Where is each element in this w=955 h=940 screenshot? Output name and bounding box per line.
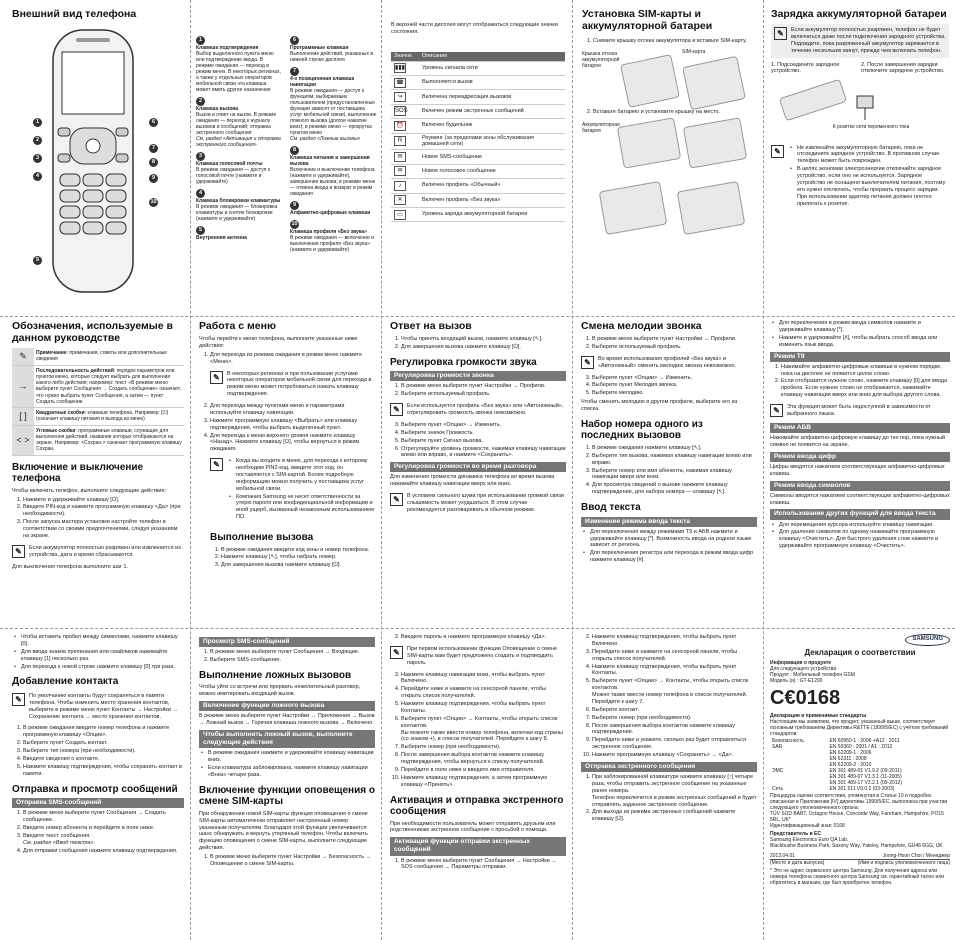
table-row: ✉ Новое SMS-сообщение <box>391 150 565 164</box>
note-icon: ✎ <box>774 27 787 40</box>
list-item: • Для удаления символов по одному нажимайте программную клавишу <Очистить>. Для быстрого удаления слов нажмите и удерживайте программную клавишу <Очистить>. <box>779 529 950 550</box>
sim-figure-2 <box>582 118 757 248</box>
note-icon: ✎ <box>390 493 403 506</box>
other-functions-bar: Использование других функций для ввода текста <box>770 509 950 519</box>
table-row: ▭ Уровень заряда аккумуляторной батареи <box>391 207 565 221</box>
emergency-step: 1. В режиме меню выберите пункт Сообщения → Настройки → SOS сообщения → Параметры отправки. <box>401 858 566 872</box>
callout-2: 2 <box>33 136 42 145</box>
ringtone-step: 5. Выберите мелодию. <box>592 390 757 397</box>
charge-step-1: 1. Подсоедините зарядное устройство. <box>771 61 840 75</box>
sim-install-panel <box>582 8 757 313</box>
declaration-panel <box>770 634 950 936</box>
table-row: ⏰ Включен будильник <box>391 119 565 133</box>
sim-alert-step: 2. Введите пароль и нажмите программную клавишу <Да>. <box>401 634 566 641</box>
indicators-table <box>391 52 565 223</box>
indicators-intro: В верхней части дисплея могут отображаться следующие значки состояния. <box>391 22 558 35</box>
procedure-text: Процедура оценки соответствия, упомянутая в Статье 10 и подробно описанная в Приложении [IV] директивы 1999/5/EC, выполнена при участии следующего уполномоченного органа: <box>770 792 948 811</box>
list-item: • Чтобы вставить пробел между символами, нажмите клавишу [0]. <box>21 634 184 648</box>
abv-bar: Режим АБВ <box>770 423 950 433</box>
table-row: EN 301 489-07 V1.3.1 (11-2005) <box>829 773 902 780</box>
ringtone-after: Чтобы сменить мелодию в другом профиле, выберите его из списка. <box>581 399 738 413</box>
table-row: [ ] Квадратные скобки: клавиши телефона. Например: [⏻] (означает клавишу питания и выхода из меню) <box>12 408 184 426</box>
signal-icon: ▮▮▮ <box>395 65 405 72</box>
list-item: • Для ввода знаков препинания или смайликов нажимайте клавишу [1] несколько раз. <box>21 649 184 663</box>
declaration-footnote: * Это не адрес сервисного центра Samsung. Для получения адреса или номера телефона сервисного центра Samsung см. гарантийный талон или обратитесь в магазин, где был приобретен телефон. <box>770 867 944 886</box>
sim-alert-panel <box>390 634 566 936</box>
ringtone-panel <box>581 320 757 625</box>
charger-phone-image <box>779 78 847 121</box>
table-row: ↪ Включена переадресация вызовов <box>391 90 565 104</box>
table-row: EN 62209-2 : 2010 <box>829 761 872 768</box>
sim-alert-step: 10. Нажмите клавишу подтверждения, а затем программную клавишу <Принять>. <box>401 775 566 789</box>
list-item: • Компания Samsung не несет ответственности за утерю пароля или конфиденциальной информации и иной ущерб, вызванный незаконным использованием ПО. <box>236 494 375 522</box>
phone-illustration <box>48 28 138 296</box>
volume-note: ✎ Если используется профиль «Без звука» или «Автономный», отрегулировать громкость звонка невозможно. <box>390 401 566 419</box>
sim-title: Установка SIM-карты и аккумуляторной батареи <box>582 8 713 33</box>
call-step: 3. Для завершения вызова нажмите клавишу [⏻]. <box>221 562 375 569</box>
eu-rep-address: Blackbushe Business Park, Saxony Way, Yateley, Hampshire, GU46 6GG, UK <box>770 842 943 849</box>
note-icon: ✎ <box>12 348 34 365</box>
table-row: ▮▮▮ Уровень сигнала сети <box>391 61 565 75</box>
legend-table <box>12 348 184 456</box>
symbol-bar: Режим ввода символов <box>770 481 950 491</box>
indicators-panel <box>391 22 565 312</box>
contact-step: 1. В режиме ожидания введите номер телефона и нажмите программную клавишу <Опции>. <box>23 725 184 739</box>
sim-figure-1 <box>582 47 757 109</box>
list-item: • Для перехода к новой строке нажмите клавишу [0] три раза. <box>21 664 184 671</box>
volume-step: 3. Выберите пункт <Опции> → Изменить. <box>401 422 566 429</box>
notified-id: Идентификационный знак: 0168 <box>770 822 845 829</box>
volume-step: 1. В режиме меню выберите пункт Настройки → Профили. <box>401 383 566 390</box>
sim-label-card: SIM-карта <box>682 49 706 55</box>
menu-step: 1. Для перехода из режима ожидания в режим меню нажмите <Меню>. ✎ В некоторых регионах и при пользовании услугами некоторых операторов мобильной связи для перехода в режим меню может потребоваться нажать клавишу подтверждения. <box>210 352 375 400</box>
t9-note: ✎ Эта функция может быть недоступной в зависимости от выбранного языка. <box>770 402 950 420</box>
t9-bar: Режим T9 <box>770 352 950 362</box>
table-row: → Последовательность действий: порядок параметров или пунктов меню, которые следует выбрать для выполнения какого-либо действия; например: текст «В режиме меню выберите пункт Сообщения → Создать сообщение» означает, что нужно выбрать пункт Сообщения, а затем — пункт Создать сообщение <box>12 365 184 408</box>
standards-table <box>770 738 950 792</box>
list-item: • Если клавиатура заблокирована, нажмите клавишу навигации «Вниз» четыре раза. <box>208 765 375 779</box>
emergency-panel <box>581 634 757 936</box>
fold-line-vertical-3 <box>572 0 573 940</box>
sos-step: 4. Нажмите клавишу подтверждения, чтобы выбрать пункт Контакты. <box>592 664 757 678</box>
power-title: Включение и выключение телефона <box>12 461 144 485</box>
menu-title: Работа с меню <box>199 320 276 332</box>
phone-icon <box>48 28 138 296</box>
power-step: 3. После запуска мастера установки настройте телефон в соответствии со своими предпочтениями, следуя указаниям на экране. <box>23 519 184 540</box>
text-mode-bar: Изменение режима ввода текста <box>581 517 757 527</box>
sim-alert-step: 1. В режиме меню выберите пункт Настройки → Безопасность → Оповещение о смене SIM-карты. <box>210 854 375 868</box>
note-icon: ✎ <box>210 458 223 471</box>
standards-title: Декларация и применимые стандарты <box>770 712 867 719</box>
sos-step: 8. После завершения выбора контактов нажмите клавишу подтверждения. <box>592 723 757 737</box>
key-desc-10: 10 Клавиша профиля «Без звука» В режиме ожидания — включение и выключение профиля «Без звука» (нажмите и удерживайте) <box>290 221 374 253</box>
contact-step: 2. Выберите пункт Создать контакт. <box>23 740 184 747</box>
notified-body: TÜV SÜD BABT, Octagon House, Concorde Way, Fareham, Hampshire, PO15 5RL, UK* <box>770 810 944 823</box>
fake-call-enable-bar: Включение функции ложного вызова <box>199 701 375 711</box>
sim-alert-step: 8. После завершения выбора контактов нажмите клавишу подтверждения, чтобы вернуться к списку получателей. <box>401 752 566 766</box>
cover-align-image <box>599 181 668 235</box>
sos-step: 5. Выберите пункт <Опции> → Контакты, чтобы открыть список контактов. Можно также ввести номер телефона в список получателей. Перейдите к шагу 7. <box>592 678 757 706</box>
note-icon: ✎ <box>390 403 403 416</box>
answer-title: Ответ на вызов <box>390 320 472 332</box>
eu-rep-company: Samsung Electronics Euro QA Lab. <box>770 836 849 843</box>
alarm-icon: ⏰ <box>394 121 406 131</box>
volume-call-bar: Регулировка громкости во время разговора <box>390 462 566 472</box>
note-icon: ✎ <box>581 356 594 369</box>
silent-profile-icon: ✕ <box>394 195 406 205</box>
sim-alert-step: 7. Выберите номер (при необходимости). <box>401 744 566 751</box>
menu-step: 4. Для перехода к меню верхнего уровня нажмите клавишу <Назад>. Нажмите клавишу [⏻], чтобы вернуться в режим ожидания. <box>210 433 375 454</box>
callout-4: 4 <box>33 172 42 181</box>
answer-panel <box>390 320 566 625</box>
fold-line-vertical-4 <box>763 0 764 940</box>
sim-label-battery: Аккумуляторная батарея <box>582 121 620 134</box>
sim-alert-intro: При обнаружении новой SIM-карты функция оповещения о смене SIM-карты автоматически отправляет настроенный номер указанным получателям. Благодаря этой функции увеличивается шанс обнаружить и вернуть утерянный телефон. Чтобы включить функцию оповещения о смене SIM-карты, выполните следующие действия. <box>199 810 368 852</box>
cover-closed-image <box>677 181 746 235</box>
list-item: • Нажмите и удерживайте [#], чтобы выбрать способ ввода или изменить язык ввода. <box>779 335 950 349</box>
brackets-icon: [ ] <box>12 408 34 426</box>
t9-step: 2. Если отобразится нужное слово, нажмите клавишу [0] для ввода пробела. Если нужное слово не отображается, нажимайте клавишу навигации вверх или вниз для выбора другого слова. <box>781 378 950 399</box>
product-line: Продукт : Мобильный телефон GSM <box>770 671 855 678</box>
roaming-icon: R <box>394 136 406 146</box>
charge-warning <box>771 143 949 213</box>
call-step: 2. Нажмите клавишу [↖], чтобы набрать номер. <box>221 554 375 561</box>
text-input-title: Ввод текста <box>581 502 641 514</box>
table-row: R Роуминг (за пределами зоны обслуживания домашней сети) <box>391 133 565 150</box>
list-item: • В целях экономии электроэнергии отключайте зарядное устройство, если оно не используется. Зарядное устройство не оснащено выключателем питания, поэтому его нужно отключать, чтобы прервать процесс зарядки. При использовании адаптер питания должен плотно прилегать к розетке. <box>797 166 949 207</box>
fold-line-horizontal-1 <box>0 316 955 317</box>
callout-1: 1 <box>33 118 42 127</box>
menu-intro: Чтобы перейти к меню телефона, выполните указанные ниже действия: <box>199 336 358 349</box>
volume-call-text: Для изменения громкости динамика телефона во время вызова нажимайте клавишу навигации вверх или вниз. <box>390 474 555 488</box>
key-desc-3: 3 Клавиша голосовой почты В режиме ожидания — доступ к голосовой почте (нажмите и удерживайте) <box>196 153 270 185</box>
menu-note: ✎ В некоторых регионах и при пользовании услугами некоторых операторов мобильной связи для перехода в режим меню может потребоваться нажать клавишу подтверждения. <box>210 369 375 401</box>
menu-step: 2. Для перехода между пунктами меню и параметрами используйте клавишу навигации. <box>210 403 375 417</box>
callout-8: 8 <box>149 158 158 167</box>
battery-icon: ▭ <box>394 210 406 220</box>
legend-title: Обозначения, используемые в данном руководстве <box>12 320 173 345</box>
list-item: • Для переключения в режим ввода символов нажмите и удерживайте клавишу [*]. <box>779 320 950 334</box>
sim-label-cover: Крышка отсека аккумуляторной батареи <box>582 51 620 69</box>
table-row: SAR EN 50360 : 2001 / A1 : 2012 <box>772 743 893 750</box>
product-line: Модель (и) : GT-E1200 <box>770 677 823 684</box>
table-row: ✎ Примечание: примечания, советы или дополнительные сведения <box>12 348 184 365</box>
add-contact-title: Добавление контакта <box>12 676 119 688</box>
contact-step: 4. Введите сведения о контакте. <box>23 756 184 763</box>
samsung-logo: SAMSUNG <box>770 634 950 646</box>
contacts-panel <box>12 634 184 936</box>
sim-alert-step: 3. Нажмите клавишу навигации вниз, чтобы выбрать пункт Включено. <box>401 672 566 686</box>
list-item: • Не извлекайте аккумуляторную батарею, пока не отсоедините зарядное устройство. В противном случае телефон может быть поврежден. <box>797 145 949 166</box>
volume-ring-bar: Регулировка громкости звонка <box>390 371 566 381</box>
sim-alert-step: 9. Перейдите в поле ниже и введите имя отправителя. <box>401 767 566 774</box>
battery-placed-image <box>683 117 747 168</box>
contacts-note: ✎ По умолчанию контакты будут сохраняться в памяти телефона. Чтобы изменить место хранения контактов, выберите в режиме меню пункт Контакты → Настройки → Сохранение контакта → место хранения контактов. <box>12 691 184 723</box>
charge-steps <box>771 62 949 140</box>
sim-step-2: 2. Вставьте батарею и установите крышку на место. <box>593 109 757 116</box>
phone-appearance-panel <box>12 8 382 313</box>
appearance-title: Внешний вид телефона <box>12 8 137 20</box>
key-desc-9: 9 Алфавитно-цифровые клавиши <box>290 202 371 216</box>
ringtone-note: ✎ Во время использования профилей «Без звука» и «Автономный» сменить мелодию звонка невозможно. <box>581 354 757 372</box>
declaration-title: Декларация о соответствии <box>804 647 916 657</box>
key-desc-2: 2 Клавиша вызова Вызов и ответ на вызов. В режиме ожидания — переход к журналу вызовов и сообщений; отправка экстренного сообщения См. раздел «Активация и отправка экстренного сообщения» <box>196 98 281 148</box>
recent-step: 1. В режиме ожидания нажмите клавишу [↖]. <box>592 445 757 452</box>
ringtone-step: 2. Выберите используемый профиль. <box>592 344 757 351</box>
power-step: 2. Введите PIN-код и нажмите программную клавишу <Да> (при необходимости). <box>23 504 184 518</box>
emergency-intro: При необходимости пользователь может отправить друзьям или родственникам экстренное сообщение с просьбой о помощи. <box>390 820 556 834</box>
table-row: ✕ Включен профиль «Без звука» <box>391 193 565 207</box>
sms-step: 3. Введите текст сообщения. См. раздел «Ввод текста». <box>23 833 184 847</box>
issue-date: 2013.04.01 <box>770 852 796 859</box>
list-item: • Для перемещения курсора используйте клавишу навигации. <box>779 522 950 529</box>
call-title: Выполнение вызова <box>210 532 314 544</box>
sim-step-1: 1. Снимите крышку отсека аккумулятора и вставьте SIM-карту. <box>593 38 757 45</box>
recent-step: 3. Выберите номер или имя абонента, нажимая клавишу навигации вверх или вниз. <box>592 468 757 482</box>
contact-step: 3. Выберите тип номера (при необходимости). <box>23 748 184 755</box>
sim-alert-note: ✎ При первом использовании функции Оповещение о смене SIM-карты вам будет предложено создать и подтвердить пароль. <box>390 644 566 669</box>
note-icon: ✎ <box>12 693 25 706</box>
sms-step: 2. Введите номер абонента и перейдите в поле ниже. <box>23 825 184 832</box>
table-row: ✉ Новое голосовое сообщение <box>391 164 565 178</box>
sms-icon: ✉ <box>394 152 406 162</box>
send-emergency-step: 1. При заблокированной клавиатуре нажмите клавишу [↑] четыре раза, чтобы отправить экстренное сообщение на указанные ранее номера. Телефон переключится в режим экстренных сообщений и будет отправлять заданное экстренное сообщение. <box>592 774 757 808</box>
charge-note: ✎ Если аккумулятор полностью разряжен, телефон не будет включаться даже после подключения зарядного устройства. Подождите, пока разряженный аккумулятор заряжается в течение нескольких минут, прежде чем включать телефон. <box>771 24 949 58</box>
list-item: • В режиме ожидания нажмите и удерживайте клавишу навигации вниз. <box>208 750 375 764</box>
callout-7: 7 <box>149 144 158 153</box>
sos-step: 7. Выберите номер (при необходимости). <box>592 715 757 722</box>
callout-3: 3 <box>33 154 42 163</box>
sos-step: 3. Перейдите ниже и нажмите на сенсорной панели, чтобы открыть список получателей. <box>592 649 757 663</box>
messages-title: Отправка и просмотр сообщений <box>12 783 178 795</box>
recent-step: 4. Для просмотра сведений о вызове нажмите клавишу подтверждения, для набора номера — клавишу [↖]. <box>592 482 757 496</box>
table-row: ☎ Выполняется вызов <box>391 76 565 90</box>
callout-6: 6 <box>149 118 158 127</box>
key-desc-1: 1 Клавиша подтверждения Выбор выделенного пункта меню или подтверждение ввода. В режиме ожидания — переход в режим меню. В некоторых регионах, а также у отдельных операторов мобильной связи эта клавиша может иметь другое назначение <box>196 37 281 93</box>
callout-10: 10 <box>150 199 157 205</box>
arrow-icon: → <box>12 365 34 408</box>
contact-step: 5. Нажмите клавишу подтверждения, чтобы сохранить контакт в памяти. <box>23 764 184 778</box>
charging-panel <box>771 8 949 313</box>
fake-call-do-bar: Чтобы выполнить ложный вызов, выполните следующие действия <box>199 730 375 748</box>
charge-title: Зарядка аккумуляторной батареи <box>771 8 947 20</box>
key-desc-5: 5 Внутренняя антенна <box>196 227 247 241</box>
phone-open-image <box>682 56 746 111</box>
power-intro: Чтобы включить телефон, выполните следующие действия: <box>12 487 166 494</box>
charge-step-2: 2. После завершения зарядки отключите зарядное устройство. <box>861 61 945 75</box>
volume-step: 2. Выберите используемый профиль. <box>401 391 566 398</box>
send-sms-bar: Отправка SMS-сообщений <box>12 798 184 808</box>
emergency-enable-bar: Активация функции отправки экстренных сообщений <box>390 837 566 855</box>
key-desc-6: 6 Программные клавиши Выполнение действий, указанных в нижней строке дисплея <box>290 37 374 63</box>
answer-step: 1. Чтобы принять входящий вызов, нажмите клавишу [↖]. <box>401 336 566 343</box>
menu-step: 3. Нажмите программную клавишу <Выбрать> или клавишу подтверждения, чтобы выбрать выделенный пункт. <box>210 418 375 432</box>
ringtone-step: 3. Выберите пункт <Опции> → Изменить. <box>592 375 757 382</box>
power-step: 1. Нажмите и удерживайте клавишу [⏻]. <box>23 497 184 504</box>
send-emergency-bar: Отправка экстренного сообщения <box>581 762 757 772</box>
phone-back-image <box>620 54 680 108</box>
sos-step: 10. Нажмите программную клавишу <Сохранить> → <Да>. <box>592 752 757 759</box>
forward-icon: ↪ <box>394 92 406 102</box>
sos-step: 2. Нажмите клавишу подтверждения, чтобы выбрать пункт Включено. <box>592 634 757 648</box>
fake-call-enable-text: В режиме меню выберите пункт Настройки → Приложения → Вызов → Ложный вызов → Горячая клавиша ложного вызова → Включено. <box>199 713 375 727</box>
fake-call-panel <box>199 634 375 936</box>
table-row: ♪ Включен профиль «Обычный» <box>391 179 565 193</box>
signer-name: Joong-Hoon Choi / Менеджер <box>882 852 950 859</box>
warning-icon: ✎ <box>771 145 784 158</box>
recent-title: Набор номера одного из последних вызовов <box>581 418 703 442</box>
table-row: ЭМС EN 301 489-01 V1.9.2 (09-2011) <box>772 767 902 774</box>
key-desc-4: 4 Клавиша блокировки клавиатуры В режиме ожидания — блокировка клавиатуры и снятие блокировки (нажмите и удерживайте) <box>196 190 281 222</box>
ce-mark: C€0168 <box>770 686 841 709</box>
symbol-text: Символы вводятся нажатием соответствующих алфавитно-цифровых клавиш. <box>770 492 950 506</box>
note-icon: ✎ <box>770 404 783 417</box>
signature-line <box>770 853 950 860</box>
table-row: Безопасность EN 60950-1 : 2006 +A12 : 2011 <box>772 737 900 744</box>
abv-text: Нажимайте алфавитно-цифровую клавишу до тех пор, пока нужный символ не появится на экране. <box>770 434 945 448</box>
sim-alert-step: 6. Выберите пункт <Опции> → Контакты, чтобы открыть список контактов. Вы можете также ввести номер телефона, включая код страны (со знаком +), в список получателей. Перейдите к шагу 8. <box>401 716 566 744</box>
fake-call-title: Выполнение ложных вызовов <box>199 669 352 681</box>
sim-alert-step: 5. Нажмите клавишу подтверждения, чтобы выбрать пункт Контакты. <box>401 701 566 715</box>
sms-step: 1. В режиме меню выберите пункт Сообщения → Создать сообщение. <box>23 810 184 824</box>
view-sms-bar: Просмотр SMS-сообщений <box>199 637 375 647</box>
fake-call-intro: Чтобы уйти со встречи или прервать нежелательный разговор, можно имитировать входящий вызов. <box>199 684 361 698</box>
note-icon: ✎ <box>210 371 223 384</box>
list-item: • Для переключения между режимами T9 и АБВ нажмите и удерживайте клавишу [*]. Возможность ввода на родном языке зависит от региона. <box>590 529 757 550</box>
menu-pin-note <box>210 456 375 526</box>
sos-icon: SOS <box>395 108 408 115</box>
list-item: • Когда вы входите в меню, для перехода к которому необходим PIN2-код, введите этот код, он поставляется с SIM-картой. Более подробную информацию можно получить у поставщика услуг мобильной связи. <box>236 458 375 492</box>
key-descriptions-right <box>290 36 378 253</box>
battery-insert-image <box>617 117 681 168</box>
volume-step: 4. Выберите значок Громкость. <box>401 430 566 437</box>
callout-9: 9 <box>149 174 158 183</box>
volume-step: 5. Выберите пункт Сигнал вызова. <box>401 438 566 445</box>
angle-brackets-icon: < > <box>12 425 34 455</box>
recent-step: 2. Выберите тип вызова, нажимая клавишу навигации влево или вправо. <box>592 453 757 467</box>
indicators-header-desc: Описание <box>419 52 565 61</box>
table-row: EN 301 489-17 V2.2.1 (09-2012) <box>829 779 903 786</box>
list-item: • Для переключения регистра или перехода в режим ввода цифр нажмите клавишу [#]. <box>590 550 757 564</box>
power-off-text: Для выключения телефона выполните шаг 1. <box>12 563 129 570</box>
table-row: EN 62311 : 2008 <box>829 755 867 762</box>
voicemail-icon: ✉ <box>394 166 406 176</box>
view-sms-step: 1. В режиме меню выберите пункт Сообщения → Входящие. <box>210 649 375 656</box>
charger-label: К розетке сети переменного тока <box>832 123 910 130</box>
text-input-panel <box>770 320 950 625</box>
ringtone-step: 4. Выберите пункт Мелодия звонка. <box>592 382 757 389</box>
sos-step: 9. Перейдите ниже и укажите, сколько раз будет отправляться экстренное сообщение. <box>592 737 757 751</box>
ringtone-title: Смена мелодии звонка <box>581 320 702 332</box>
table-row: Сеть EN 301 511 V9.0.2 (03-2003) <box>772 785 895 792</box>
view-sms-step: 2. Выберите SMS-сообщение. <box>210 657 375 664</box>
note-icon: ✎ <box>12 545 25 558</box>
emergency-title: Активация и отправка экстренного сообщения <box>390 794 564 817</box>
eu-rep-title: Представитель в ЕС <box>770 830 821 837</box>
key-desc-7: 7 4-х позиционная клавиша навигации В режиме ожидания — доступ к функциям, выбираемым пользователем (предустановленные функции зависят от поставщика услуг мобильной связи), выполнение ложного вызова (долгое нажатие вниз); в режиме меню — прокрутка пунктов меню См. раздел «Ложные вызовы» <box>290 68 377 142</box>
fold-line-horizontal-2 <box>0 628 955 629</box>
signature-labels: (Место и дата выпуска) (Имя и подпись уполномоченного лица) <box>770 859 950 866</box>
call-icon: ☎ <box>394 78 406 88</box>
call-step: 1. В режиме ожидания введите код зоны и номер телефона. <box>221 547 375 554</box>
legend-panel <box>12 320 184 625</box>
power-note: ✎ Если аккумулятор полностью разряжен или извлекается из устройства, дата и время сбрасываются. <box>12 543 184 561</box>
sim-alert-step: 4. Перейдите ниже и нажмите на сенсорной панели, чтобы открыть список получателей. <box>401 686 566 700</box>
table-row: SOS Включен режим экстренных сообщений <box>391 104 565 118</box>
sos-step: 6. Выберите контакт. <box>592 707 757 714</box>
volume-call-note: ✎ В условиях сильного шума при использовании громкой связи слышимость может ухудшаться. В этом случае рекомендуется разговаривать в обычном режиме. <box>390 491 566 516</box>
table-row: < > Угловые скобки: программные клавиши, служащие для выполнения действий, названия которых отображаются на экране. Например: <Сохран.> означает программную клавишу Сохран. <box>12 425 184 455</box>
note-icon: ✎ <box>390 646 403 659</box>
table-row: EN 62209-1 : 2006 <box>829 749 872 756</box>
numeric-text: Цифры вводятся нажатием соответствующих алфавитно-цифровых клавиш. <box>770 463 945 477</box>
sim-alert-title: Включение функции оповещения о смене SIM-карты <box>199 784 375 808</box>
menu-panel <box>199 320 375 625</box>
sms-step: 4. Для отправки сообщения нажмите клавишу подтверждения. <box>23 848 184 855</box>
key-descriptions-left <box>196 36 282 241</box>
product-line: Для следующего устройства <box>770 665 837 672</box>
key-desc-8: 8 Клавиша питания и завершения вызова Включение и выключение телефона (нажмите и удерживайте), завершение вызова; в режиме меню — отмена ввода и возврат в режим ожидания <box>290 147 376 197</box>
volume-step: 6. Отрегулируйте уровень громкости, нажимая клавишу навигации влево или вправо, и нажмите <Сохранить>. <box>401 446 566 460</box>
callout-5: 5 <box>33 256 42 265</box>
normal-profile-icon: ♪ <box>394 181 406 191</box>
standards-text: Настоящим мы заявляем, что продукт, указанный выше, соответствует основным требованиям Директивы R&TTE (1999/5/EC) с учётом требований стандартов: <box>770 718 949 737</box>
charger-plug-icon <box>851 92 891 122</box>
indicators-header-icon: Значок <box>391 52 419 61</box>
t9-step: 1. Нажимайте алфавитно-цифровые клавиши в нужном порядке, пока на дисплее не появится целое слово. <box>781 364 950 378</box>
numeric-bar: Режим ввода цифр <box>770 452 950 462</box>
answer-step: 2. Для завершения вызова нажмите клавишу [⏻]. <box>401 344 566 351</box>
volume-title: Регулировка громкости звука <box>390 356 537 368</box>
send-emergency-step: 2. Для выхода из режима экстренных сообщений нажмите клавишу [⏻]. <box>592 809 757 823</box>
ringtone-step: 1. В режиме меню выберите пункт Настройки → Профили. <box>592 336 757 343</box>
product-info-title: Информация о продукте <box>770 659 832 666</box>
